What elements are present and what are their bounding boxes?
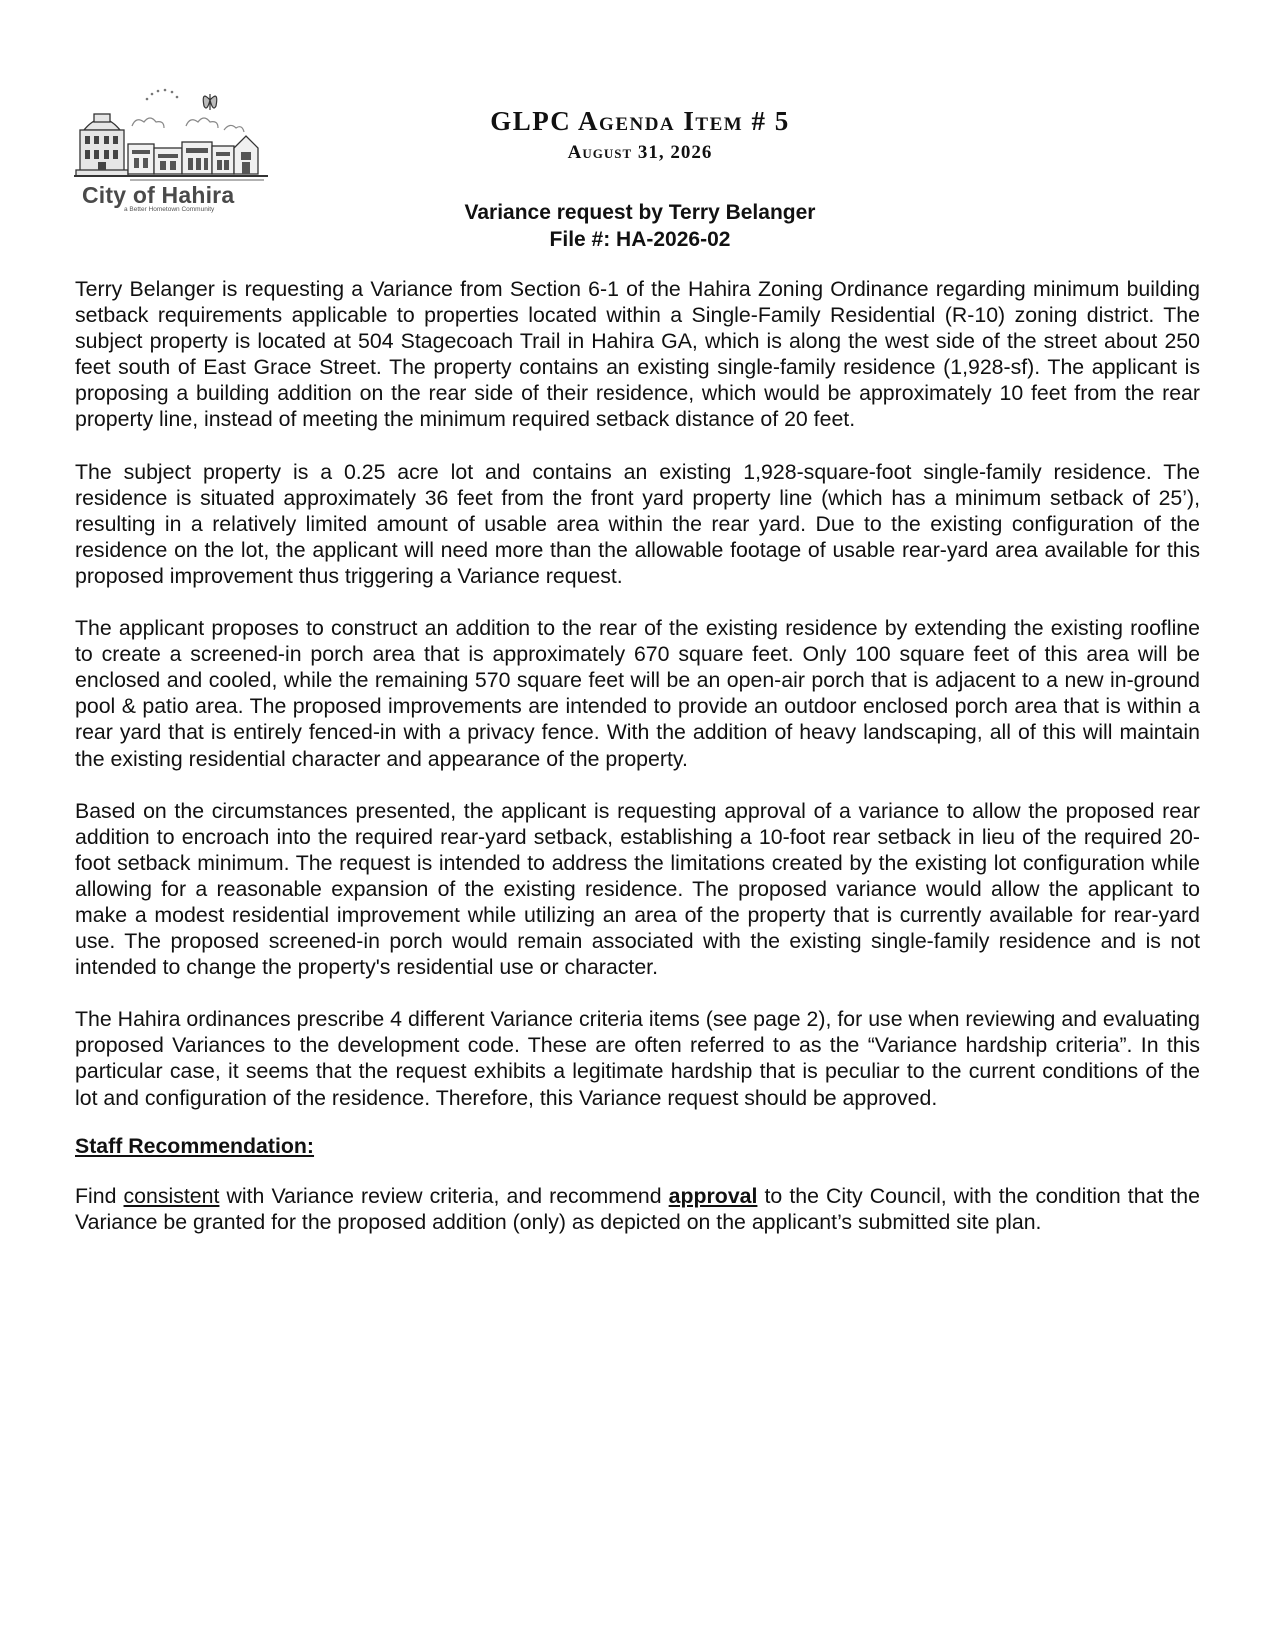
approval-term: approval: [668, 1183, 758, 1208]
request-title: Variance request by Terry Belanger: [464, 201, 816, 224]
logo-tagline: a Better Hometown Community: [124, 206, 215, 213]
file-number: File #: HA-2026-02: [549, 228, 731, 251]
agenda-item-heading: GLPC Agenda Item # 5: [490, 106, 790, 136]
paragraph-property: The subject property is a 0.25 acre lot and contains an existing 1,928-square-foot single-family residence. The residence is situated approximately 36 feet from the front yard property line (which has a minimum setback of 25’), resulting in a relatively limited amount of usable area within the rear yard. Due to the existing configuration of the residence on the lot, the applicant will need more than the allowable footage of usable rear-yard area available for this proposed improvement thus triggering a Variance request.: [75, 459, 1200, 588]
document-body: [75, 276, 1200, 1261]
consistent-term: consistent: [123, 1183, 220, 1208]
town-illustration-icon: [74, 86, 268, 182]
staff-recommendation-text: [75, 1183, 1200, 1235]
recommendation-text-part3: to the City Council, with the condition that the Variance be granted for the proposed addition (only) as depicted on the applicant’s submitted site plan.: [75, 1183, 1200, 1234]
meeting-date: August 31, 2026: [567, 142, 713, 163]
staff-recommendation-heading: Staff Recommendation:: [75, 1133, 315, 1158]
paragraph-proposal: The applicant proposes to construct an addition to the rear of the existing residence by extending the existing roofline to create a screened-in porch area that is approximately 670 square feet. Only 100 square feet of this area will be enclosed and cooled, while the remaining 570 square feet will be an open-air porch that is adjacent to a new in-ground pool & patio area. The proposed improvements are intended to provide an outdoor enclosed porch area that is within a rear yard that is entirely fenced-in with a privacy fence. With the addition of heavy landscaping, all of this will maintain the existing residential character and appearance of the property.: [75, 616, 1200, 771]
recommendation-text-part1: Find: [75, 1183, 124, 1208]
logo-title: City of Hahira: [82, 182, 235, 208]
paragraph-summary: Terry Belanger is requesting a Variance from Section 6-1 of the Hahira Zoning Ordinance regarding minimum building setback requirements applicable to properties located within a Single-Family Residential (R-10) zoning district. The subject property is located at 504 Stagecoach Trail in Hahira GA, which is along the west side of the street about 250 feet south of East Grace Street. The property contains an existing single-family residence (1,928-sf). The applicant is proposing a building addition on the rear side of their residence, which would be approximately 10 feet from the rear property line, instead of meeting the minimum required setback distance of 20 feet.: [75, 277, 1200, 432]
city-logo: [74, 86, 268, 216]
paragraph-criteria: The Hahira ordinances prescribe 4 different Variance criteria items (see page 2), for use when reviewing and evaluating proposed Variances to the development code. These are often referred to as the “Variance hardship criteria”. In this particular case, it seems that the request exhibits a legitimate hardship that is peculiar to the current conditions of the lot and configuration of the residence. Therefore, this Variance request should be approved.: [75, 1007, 1200, 1110]
paragraph-request: Based on the circumstances presented, the applicant is requesting approval of a variance to allow the proposed rear addition to encroach into the required rear-yard setback, establishing a 10-foot rear setback in lieu of the required 20-foot setback minimum. The request is intended to address the limitations created by the existing lot configuration while allowing for a reasonable expansion of the existing residence. The proposed variance would allow the applicant to make a modest residential improvement while utilizing an area of the property that is currently available for rear-yard use. The proposed screened-in porch would remain associated with the existing single-family residence and is not intended to change the property's residential use or character.: [75, 798, 1200, 980]
recommendation-text-part2: with Variance review criteria, and recommend: [219, 1183, 669, 1208]
